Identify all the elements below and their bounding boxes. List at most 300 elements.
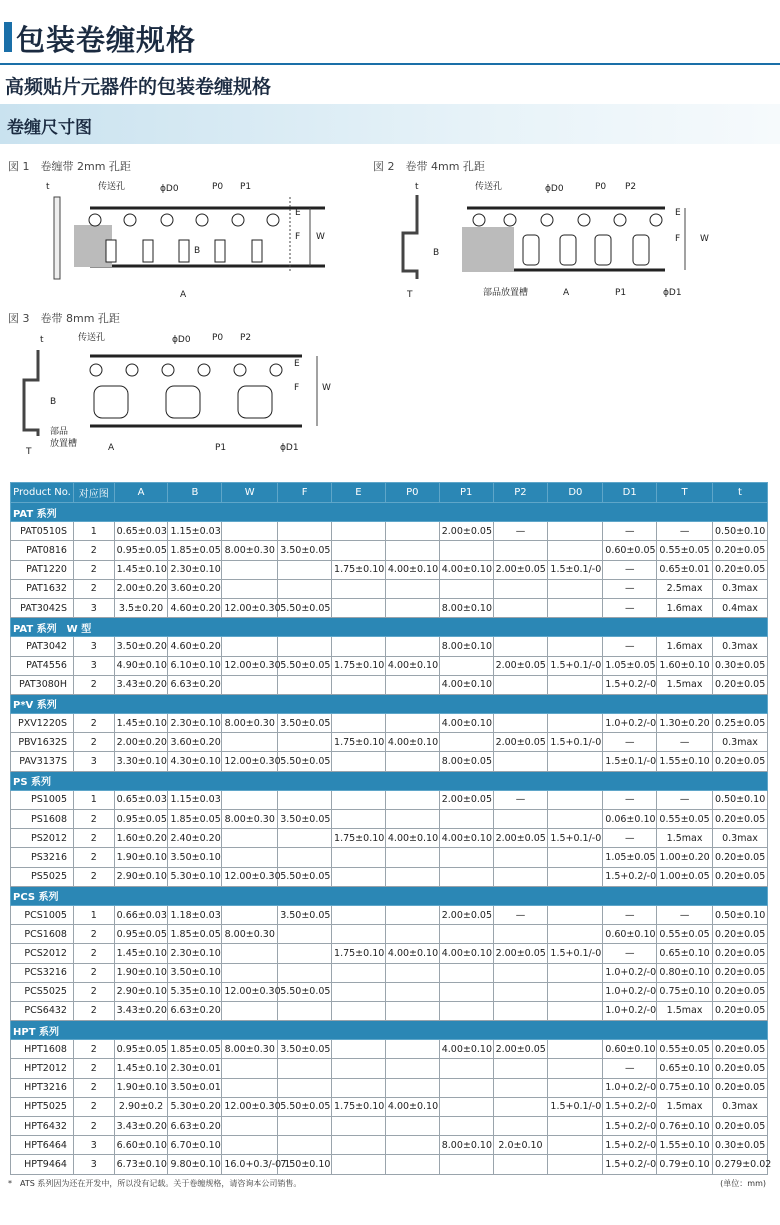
table-cell: 4.00±0.10 [439,560,493,579]
table-cell [493,541,548,560]
table-cell [493,848,548,867]
table-row [11,714,768,733]
table-cell: 1.85±0.05 [168,541,222,560]
table-row [11,733,768,752]
fig3-d1-label: ϕD1 [280,443,299,453]
table-cell [493,714,548,733]
table-cell [493,963,548,982]
table-cell: 5.50±0.05 [278,656,332,675]
table-cell: 0.95±0.05 [114,541,168,560]
fig3-w-label: W [322,383,331,393]
table-row [11,944,768,963]
table-cell: PS3216 [11,848,74,867]
table-cell: 3 [73,1136,114,1155]
table-cell: — [603,579,657,598]
table-cell: 0.06±0.10 [603,810,657,829]
table-cell [332,963,386,982]
figure-2-caption: 図 2 卷带 4mm 孔距 [373,160,485,173]
table-cell: 2.00±0.20 [114,579,168,598]
table-cell: 0.65±0.03 [114,522,168,541]
group-row [11,771,768,790]
table-cell: 12.00±0.30 [222,867,278,886]
table-body [11,503,772,1175]
table-cell: 1.90±0.10 [114,1078,168,1097]
table-cell [332,579,386,598]
table-cell: 1.55±0.10 [657,1136,713,1155]
table-cell: 12.00±0.30 [222,1097,278,1116]
column-header: D0 [548,483,603,503]
table-cell: 9.80±0.10 [168,1155,222,1174]
table-cell: 0.50±0.10 [713,790,768,809]
table-cell: 2.00±0.05 [493,829,548,848]
table-cell [332,675,386,694]
table-cell: 1.5+0.1/-0 [548,656,603,675]
column-header: T [657,483,713,503]
fig3-feed-label: 传送孔 [78,333,106,343]
table-cell: 3.50±0.10 [168,848,222,867]
table-cell: HPT2012 [11,1059,74,1078]
group-row [11,1021,768,1040]
table-cell: 2.40±0.20 [168,829,222,848]
table-cell: — [603,944,657,963]
table-cell: 1.5+0.1/-0 [548,1097,603,1116]
table-cell [493,925,548,944]
group-row [11,618,768,637]
table-cell: 0.3max [713,1097,768,1116]
table-cell: 0.25±0.05 [713,714,768,733]
table-cell [548,1001,603,1020]
table-cell: PCS1608 [11,925,74,944]
table-cell: 1.85±0.05 [168,1040,222,1059]
table-cell [222,579,278,598]
table-cell: 1.75±0.10 [332,829,386,848]
table-cell: 1.15±0.03 [168,790,222,809]
table-cell: 1.85±0.05 [168,810,222,829]
table-cell: 3.50±0.05 [278,714,332,733]
table-cell [332,1040,386,1059]
table-cell: 5.50±0.05 [278,867,332,886]
table-cell [222,560,278,579]
table-row [11,1136,768,1155]
table-cell: 1.45±0.10 [114,714,168,733]
table-cell [548,1136,603,1155]
table-cell [385,1117,439,1136]
table-cell: 3.50±0.05 [278,1040,332,1059]
table-cell [222,522,278,541]
table-cell [385,1136,439,1155]
table-cell: 1.0+0.2/-0 [603,963,657,982]
fig3-p0-label: P0 [212,333,224,343]
table-cell: 4.00±0.10 [385,944,439,963]
table-cell: PCS5025 [11,982,74,1001]
table-cell: 0.20±0.05 [713,560,768,579]
table-cell: 1.30±0.20 [657,714,713,733]
table-cell: 1.15±0.03 [168,522,222,541]
group-title: HPT 系列 [11,1021,768,1040]
fig2-w-label: W [700,234,709,244]
table-cell [222,1059,278,1078]
table-cell: 6.60±0.10 [114,1136,168,1155]
table-cell: 1.75±0.10 [332,733,386,752]
table-cell [439,541,493,560]
table-cell [548,925,603,944]
group-title: PAT 系列 W 型 [11,618,768,637]
table-cell: HPT6464 [11,1136,74,1155]
table-cell: PS1005 [11,790,74,809]
table-cell: PAT1632 [11,579,74,598]
table-cell: 0.66±0.03 [114,905,168,924]
table-cell: 0.55±0.05 [657,925,713,944]
table-cell: 4.00±0.10 [385,829,439,848]
table-cell: 1.5+0.2/-0 [603,1097,657,1116]
table-cell: 2.90±0.2 [114,1097,168,1116]
table-cell: 6.63±0.20 [168,1001,222,1020]
table-cell: 2 [73,848,114,867]
table-cell: 1.75±0.10 [332,560,386,579]
table-cell [385,579,439,598]
table-cell: 0.80±0.10 [657,963,713,982]
table-cell [332,1059,386,1078]
table-row [11,1059,768,1078]
table-row [11,963,768,982]
table-cell: 0.65±0.10 [657,944,713,963]
table-cell: 1.6max [657,637,713,656]
table-cell [493,1059,548,1078]
table-cell: 1.0+0.2/-0 [603,714,657,733]
table-cell: 0.4max [713,598,768,617]
table-cell: 1.45±0.10 [114,560,168,579]
table-cell [439,1117,493,1136]
table-cell [385,675,439,694]
table-cell: 7.50±0.10 [278,1155,332,1174]
table-cell [548,579,603,598]
table-cell [278,675,332,694]
column-header: P1 [439,483,493,503]
table-cell: 2 [73,810,114,829]
table-cell [385,1059,439,1078]
table-cell: 2.30±0.10 [168,714,222,733]
fig1-e-label: E [295,208,301,218]
table-cell [332,1155,386,1174]
table-cell: 1.55±0.10 [657,752,713,771]
table-cell [222,637,278,656]
table-cell: 0.20±0.05 [713,1040,768,1059]
table-cell [385,790,439,809]
fig2-feed-label: 传送孔 [475,182,503,192]
fig2-t-label: t [415,182,419,192]
group-row [11,886,768,905]
table-cell: 1.5max [657,1001,713,1020]
table-cell: — [493,522,548,541]
table-cell [332,637,386,656]
table-cell [332,541,386,560]
table-cell: — [603,1059,657,1078]
table-cell: 4.00±0.10 [439,714,493,733]
fig2-p0-label: P0 [595,182,607,192]
table-cell [385,1078,439,1097]
table-cell: 1.60±0.20 [114,829,168,848]
title-accent-bar [4,22,12,52]
table-cell [385,714,439,733]
table-row [11,982,768,1001]
table-cell: PS1608 [11,810,74,829]
table-cell [332,522,386,541]
table-cell: PAT3042S [11,598,74,617]
table-cell: 2.00±0.05 [493,733,548,752]
table-cell [548,848,603,867]
table-cell [548,867,603,886]
table-cell: — [603,905,657,924]
fig3-p1-label: P1 [215,443,227,453]
table-cell: 8.00±0.30 [222,810,278,829]
table-cell: 0.95±0.05 [114,925,168,944]
table-cell: 0.75±0.10 [657,982,713,1001]
table-cell [548,1040,603,1059]
table-cell: 0.30±0.05 [713,1136,768,1155]
table-cell [548,1155,603,1174]
table-cell [439,848,493,867]
section-title: 卷缠尺寸图 [7,118,92,138]
column-header: E [332,483,386,503]
table-cell: 0.55±0.05 [657,541,713,560]
table-cell [385,1155,439,1174]
table-cell: 2 [73,1040,114,1059]
table-cell: 5.50±0.05 [278,598,332,617]
table-cell [332,1001,386,1020]
table-cell [548,637,603,656]
column-header: W [222,483,278,503]
table-cell [385,541,439,560]
table-cell: 0.79±0.10 [657,1155,713,1174]
table-cell [548,598,603,617]
table-cell [548,1078,603,1097]
fig3-f-label: F [294,383,300,393]
table-cell [548,541,603,560]
table-row [11,598,768,617]
table-cell: 0.95±0.05 [114,810,168,829]
table-cell: 3 [73,752,114,771]
table-cell: 3.5±0.20 [114,598,168,617]
table-cell: 1 [73,790,114,809]
table-cell [222,963,278,982]
fig3-slot1-label: 部品 [50,427,69,437]
table-cell [439,982,493,1001]
table-cell [548,963,603,982]
fig3-slot2-label: 放置槽 [50,439,78,449]
table-cell: 12.00±0.30 [222,598,278,617]
section-band [0,104,780,144]
table-cell: PAT0510S [11,522,74,541]
table-cell: 0.20±0.05 [713,810,768,829]
column-header: P0 [385,483,439,503]
table-cell: 3.43±0.20 [114,1001,168,1020]
table-cell: 1.5+0.2/-0 [603,675,657,694]
table-cell: 0.3max [713,637,768,656]
fig3-b-label: B [50,397,57,407]
table-cell [222,790,278,809]
table-cell: 1.0+0.2/-0 [603,982,657,1001]
table-cell: PAT3080H [11,675,74,694]
figure-1-diagram [40,175,340,305]
table-cell [278,522,332,541]
table-cell [548,752,603,771]
column-header: 对应图 [73,483,114,503]
table-cell: 4.00±0.10 [385,656,439,675]
table-cell: 0.60±0.10 [603,1040,657,1059]
table-cell: 0.20±0.05 [713,675,768,694]
table-cell: HPT3216 [11,1078,74,1097]
page-title: 包装卷缠规格 [16,23,197,57]
table-row [11,541,768,560]
table-cell [548,522,603,541]
table-cell [548,675,603,694]
table-cell [493,598,548,617]
table-cell: 1.5+0.2/-0 [603,1117,657,1136]
table-cell: 0.20±0.05 [713,1001,768,1020]
table-cell: 2.00±0.05 [439,522,493,541]
table-cell: 4.00±0.10 [439,944,493,963]
table-cell: 5.35±0.10 [168,982,222,1001]
table-cell: — [603,733,657,752]
footnote: * ATS 系列因为还在开发中，所以没有记载。关于卷缠规格，请咨询本公司销售。 [8,1179,302,1188]
table-cell: 0.60±0.05 [603,541,657,560]
table-cell [278,637,332,656]
fig2-T-label: T [407,290,413,300]
table-cell: 4.00±0.10 [385,560,439,579]
table-cell [548,714,603,733]
table-cell: 4.00±0.10 [439,1040,493,1059]
table-row [11,522,768,541]
table-cell: 4.00±0.10 [439,829,493,848]
table-cell [332,1078,386,1097]
table-row [11,1155,768,1174]
table-cell: 1.6max [657,598,713,617]
figure-1-caption: 図 1 卷缠带 2mm 孔距 [8,160,131,173]
table-cell: 0.65±0.01 [657,560,713,579]
page-subtitle: 高频贴片元器件的包装卷缠规格 [5,76,272,98]
table-cell: 1.75±0.10 [332,656,386,675]
table-cell [332,848,386,867]
table-cell: 3.50±0.05 [278,905,332,924]
table-cell: PBV1632S [11,733,74,752]
table-cell: 4.60±0.20 [168,637,222,656]
fig1-t-label: t [46,182,50,192]
table-cell: 0.20±0.05 [713,1078,768,1097]
table-cell: 2 [73,944,114,963]
table-cell: 2 [73,867,114,886]
table-cell [439,925,493,944]
table-cell [439,1097,493,1116]
fig3-T-label: T [26,447,32,457]
table-cell [278,733,332,752]
fig3-e-label: E [294,359,300,369]
table-cell: PCS6432 [11,1001,74,1020]
table-cell: HPT9464 [11,1155,74,1174]
table-cell: 8.00±0.30 [222,714,278,733]
group-title: PS 系列 [11,771,768,790]
table-cell: 2.90±0.10 [114,982,168,1001]
table-cell [278,560,332,579]
table-cell: — [493,790,548,809]
table-cell: 8.00±0.30 [222,541,278,560]
table-cell: 1.5+0.2/-0 [603,1136,657,1155]
table-cell [278,944,332,963]
fig1-f-label: F [295,232,301,242]
table-cell: PAT1220 [11,560,74,579]
table-cell [332,790,386,809]
table-cell: 2 [73,829,114,848]
table-header-row [11,483,768,503]
table-cell: 5.50±0.05 [278,982,332,1001]
table-cell [385,848,439,867]
table-cell: 0.95±0.05 [114,1040,168,1059]
table-cell: — [603,522,657,541]
table-cell [493,637,548,656]
table-cell [278,829,332,848]
table-row [11,1078,768,1097]
table-cell [222,944,278,963]
table-cell: 0.50±0.10 [713,522,768,541]
table-cell [278,1001,332,1020]
table-cell: 4.90±0.10 [114,656,168,675]
table-cell: 1.00±0.20 [657,848,713,867]
table-cell: 6.70±0.10 [168,1136,222,1155]
table-cell: 2.00±0.05 [493,656,548,675]
fig2-d1-label: ϕD1 [663,288,682,298]
fig2-p2-label: P2 [625,182,637,192]
table-cell: 2.00±0.05 [493,944,548,963]
table-cell: HPT6432 [11,1117,74,1136]
figure-3-diagram [12,328,342,458]
table-cell: 8.00±0.10 [439,637,493,656]
table-cell: 0.60±0.10 [603,925,657,944]
column-header: P2 [493,483,548,503]
table-row [11,675,768,694]
table-cell [493,1097,548,1116]
table-cell: 2 [73,1078,114,1097]
group-row [11,694,768,713]
table-cell: 3.50±0.01 [168,1078,222,1097]
table-row [11,1040,768,1059]
table-cell [548,982,603,1001]
table-cell: — [657,733,713,752]
table-cell: — [493,905,548,924]
table-cell: 4.60±0.20 [168,598,222,617]
table-cell: 0.20±0.05 [713,982,768,1001]
table-cell: — [657,522,713,541]
table-cell: 1.00±0.05 [657,867,713,886]
table-cell: 2 [73,982,114,1001]
table-cell: 1.45±0.10 [114,944,168,963]
table-cell [222,848,278,867]
table-cell [278,1078,332,1097]
table-cell: 0.20±0.05 [713,541,768,560]
table-cell [439,963,493,982]
group-title: PCS 系列 [11,886,768,905]
table-cell: 2.00±0.05 [493,560,548,579]
table-cell: 0.3max [713,829,768,848]
fig2-d0-label: ϕD0 [545,184,564,194]
column-header: B [168,483,222,503]
fig2-b-label: B [433,248,440,258]
table-cell [332,982,386,1001]
table-cell: PS2012 [11,829,74,848]
table-row [11,867,768,886]
table-cell: 2 [73,733,114,752]
table-cell [493,752,548,771]
table-cell [222,733,278,752]
table-cell: — [603,829,657,848]
